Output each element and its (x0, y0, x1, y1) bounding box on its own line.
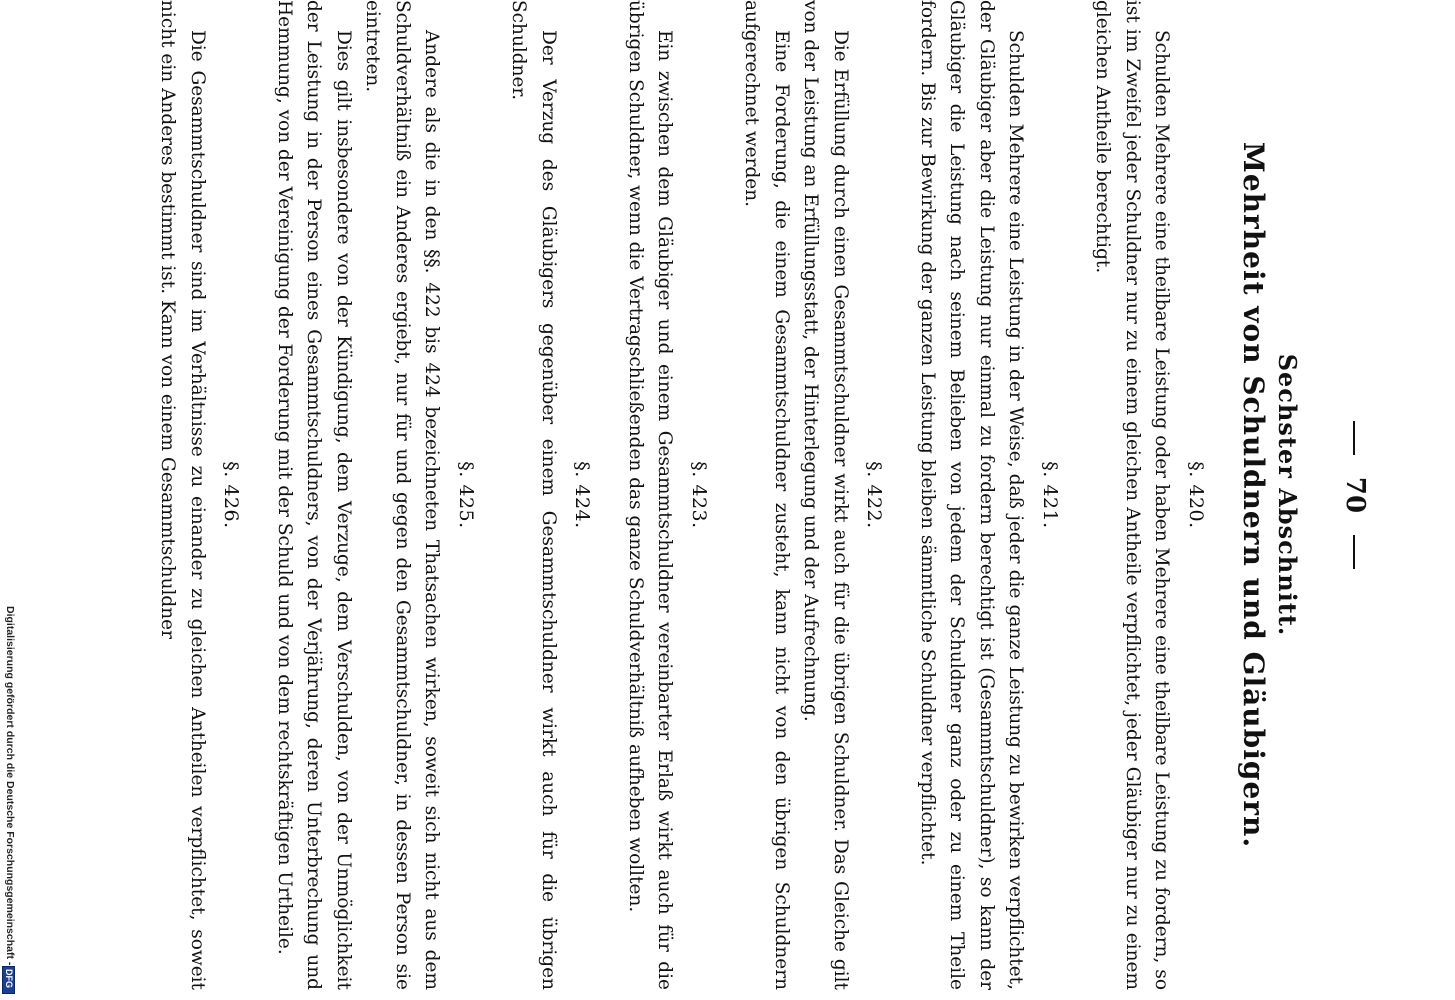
paragraph-number: §. 420. (1185, 461, 1207, 529)
page-number (1340, 0, 1370, 990)
paragraph-number: §. 425. (455, 461, 477, 529)
paragraph-426 (153, 0, 246, 990)
paragraph-422 (737, 0, 889, 990)
dfg-logo-text: DFG (4, 969, 14, 988)
paragraph-number: §. 426. (220, 461, 243, 529)
page-number-dash-right (1353, 535, 1355, 569)
paragraph-number: §. 424. (571, 461, 594, 529)
paragraph-424 (504, 0, 597, 990)
paragraph-number: §. 421. (1039, 461, 1061, 529)
paragraph-425 (270, 0, 481, 990)
paragraph-text: Dies gilt insbesondere von der Kündigung, dem Verzuge, dem Verschulden, von der Unmöglichkeit der Leistung in der Person eines Gesammtschuldners, von der Verjährung, deren Unterbrechung und Hemmung, von der Vereinigung der Forderung mit der Schuld und von dem rechtskräftigen Urtheile. (274, 0, 354, 990)
digitization-credit-text: Digitalisierung gefördert durch die Deutsche Forschungsgemeinschaft - (4, 606, 16, 966)
paragraph-text: Die Gesammtschuldner sind im Verhältnisse zu einander zu gleichen Antheilen verpflichtet, soweit nicht ein Anderes bestimmt ist. Kann von einem Gesammtschuldner (157, 0, 208, 990)
digitization-credit (4, 606, 18, 996)
paragraph-number: §. 422. (863, 461, 886, 529)
paragraph-420 (1088, 0, 1210, 990)
page-number-value: 70 (1340, 476, 1370, 514)
paragraph-text: Der Verzug des Gläubigers gegenüber einem Gesammtschuldner wirkt auch für die übrigen Schuldner. (508, 0, 559, 990)
paragraph-421 (913, 0, 1065, 990)
section-title: Mehrheit von Schuldnern und Gläubigern. (1237, 141, 1270, 849)
body-text (129, 0, 1220, 990)
paragraph-423 (621, 0, 714, 990)
paragraph-text: Schulden Mehrere eine theilbare Leistung oder haben Mehrere eine theilbare Leistung zu fordern, so ist im Zweifel jeder Schuldner nur zu einem gleichen Antheile verpflichtet, jeder Gläubiger nur zu einem gleichen Antheile berechtigt. (1092, 0, 1173, 990)
paragraph-text: Andere als die in den §§. 422 bis 424 bezeichneten Thatsachen wirken, soweit sich nicht aus dem Schuldverhältniß ein Anderes ergiebt, nur für und gegen den Gesammtschuldner, in dessen Person sie eintreten. (362, 0, 443, 990)
paragraph-number: §. 423. (688, 461, 710, 529)
rotated-page (70, 0, 1370, 990)
page-number-dash-left (1353, 421, 1355, 455)
dfg-logo (2, 966, 15, 994)
paragraph-text: Schulden Mehrere eine Leistung in der Weise, daß jeder die ganze Leistung zu bewirken verpflichtet, der Gläubiger aber die Leistung nur einmal zu fordern berechtigt ist (Gesammtschuldner), so kann der Gläubiger die Leistung nach seinem Belieben von jedem der Schuldner ganz oder zu einem Theile fordern. Bis zur Bewirkung der ganzen Leistung bleiben sämmtliche Schuldner verpflichtet. (917, 0, 1027, 990)
paragraph-text: Eine Forderung, die einem Gesammtschuldner zusteht, kann nicht von den übrigen Schuldnern aufgerechnet werden. (741, 0, 792, 990)
paragraph-text: Ein zwischen dem Gläubiger und einem Gesammtschuldner vereinbarter Erlaß wirkt auch für die übrigen Schuldner, wenn die Vertragschließenden das ganze Schuldverhältniß aufheben wollten. (625, 0, 676, 990)
section-heading: Sechster Abschnitt. (1273, 353, 1302, 637)
paragraph-text: Die Erfüllung durch einen Gesammtschuldner wirkt auch für die übrigen Schuldner. Das Gleiche gilt von der Leistung an Erfüllungsstatt, der Hinterlegung und der Aufrechnung. (800, 0, 851, 990)
